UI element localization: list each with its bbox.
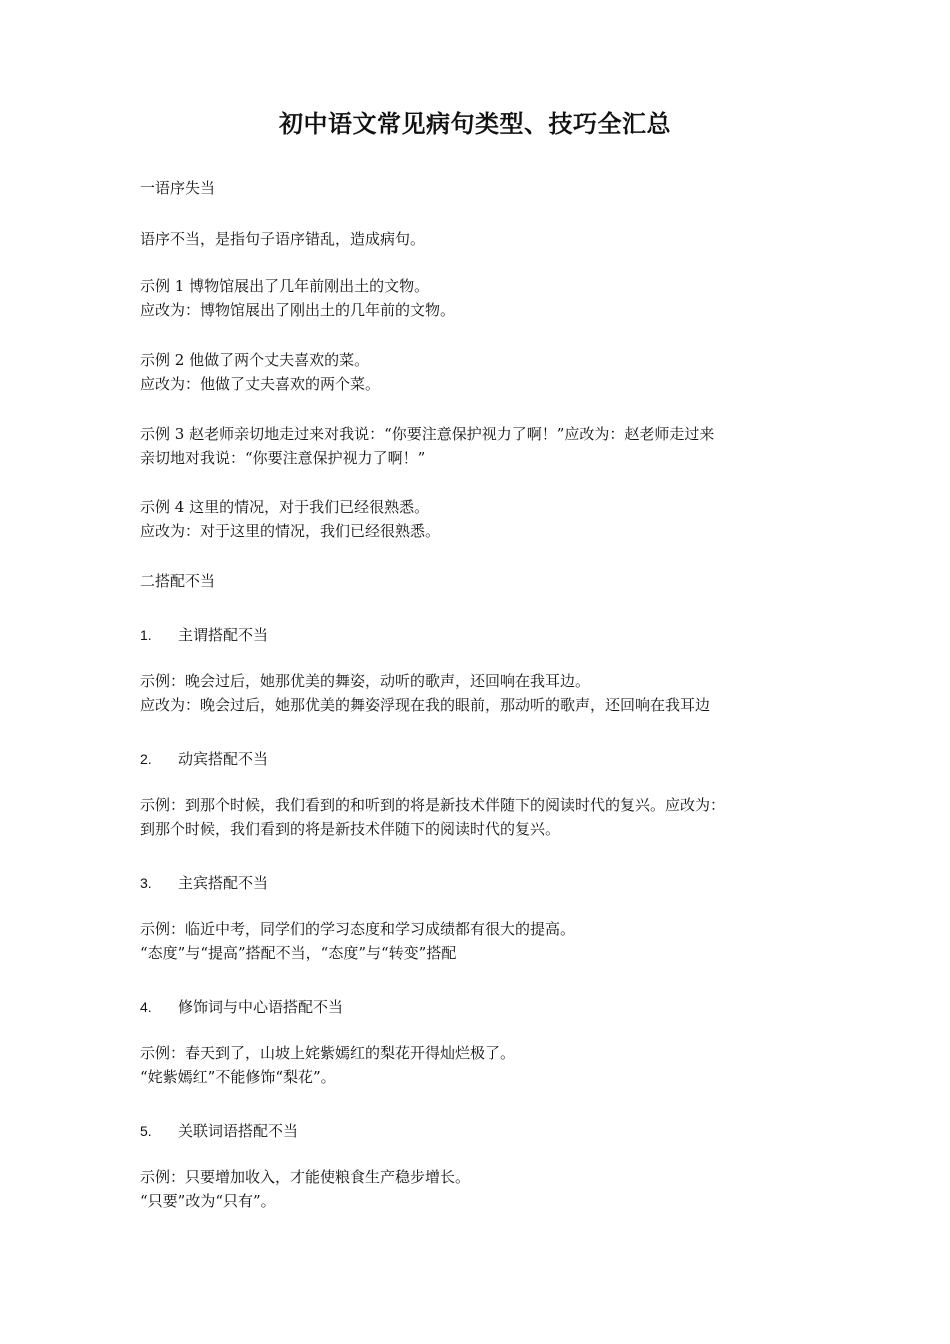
example-4-correction: 应改为：对于这里的情况，我们已经很熟悉。	[140, 522, 441, 540]
list-number: 5.	[140, 1123, 152, 1139]
list-item-title: 动宾搭配不当	[178, 750, 269, 768]
list-item-example: 示例：晚会过后，她那优美的舞姿，动听的歌声，还回响在我耳边。	[140, 672, 591, 690]
list-item-title: 主宾搭配不当	[178, 874, 269, 892]
example-2-correction: 应改为：他做了丈夫喜欢的两个菜。	[140, 375, 381, 393]
list-item-example: 示例：只要增加收入，才能使粮食生产稳步增长。	[140, 1168, 471, 1186]
list-number: 3.	[140, 875, 152, 891]
list-item-example: 示例：临近中考，同学们的学习态度和学习成绩都有很大的提高。	[140, 920, 576, 938]
list-item-example: 示例：春天到了，山坡上姹紫嫣红的梨花开得灿烂极了。	[140, 1044, 516, 1062]
example-1-sentence: 示例 1 博物馆展出了几年前刚出土的文物。	[140, 277, 430, 295]
section-heading-word-order: 一语序失当	[140, 179, 216, 197]
list-item-example: 示例：到那个时候，我们看到的和听到的将是新技术伴随下的阅读时代的复兴。应改为：	[140, 796, 726, 814]
example-2-sentence: 示例 2 他做了两个丈夫喜欢的菜。	[140, 351, 370, 369]
example-1-correction: 应改为：博物馆展出了刚出土的几年前的文物。	[140, 301, 456, 319]
example-3-line-2: 亲切地对我说：“你要注意保护视力了啊！”	[140, 449, 426, 467]
document-title: 初中语文常见病句类型、技巧全汇总	[279, 110, 671, 138]
list-item-title: 关联词语搭配不当	[178, 1122, 299, 1140]
list-item-correction: 到那个时候，我们看到的将是新技术伴随下的阅读时代的复兴。	[140, 820, 561, 838]
section-heading-collocation: 二搭配不当	[140, 572, 216, 590]
list-item-correction: “姹紫嫣红”不能修饰“梨花”。	[140, 1068, 336, 1086]
example-3-line-1: 示例 3 赵老师亲切地走过来对我说：“你要注意保护视力了啊！”应改为：赵老师走过来	[140, 425, 715, 443]
list-item-correction: “态度”与“提高”搭配不当，“态度”与“转变”搭配	[140, 944, 457, 962]
list-item-title: 主谓搭配不当	[178, 626, 269, 644]
list-item-correction: 应改为：晚会过后，她那优美的舞姿浮现在我的眼前，那动听的歌声，还回响在我耳边	[140, 696, 711, 714]
list-item-correction: “只要”改为“只有”。	[140, 1192, 276, 1210]
paragraph-intro: 语序不当，是指句子语序错乱，造成病句。	[140, 230, 426, 248]
list-number: 2.	[140, 751, 152, 767]
list-item-title: 修饰词与中心语搭配不当	[178, 998, 344, 1016]
example-4-sentence: 示例 4 这里的情况，对于我们已经很熟悉。	[140, 498, 430, 516]
list-number: 1.	[140, 627, 152, 643]
list-number: 4.	[140, 999, 152, 1015]
